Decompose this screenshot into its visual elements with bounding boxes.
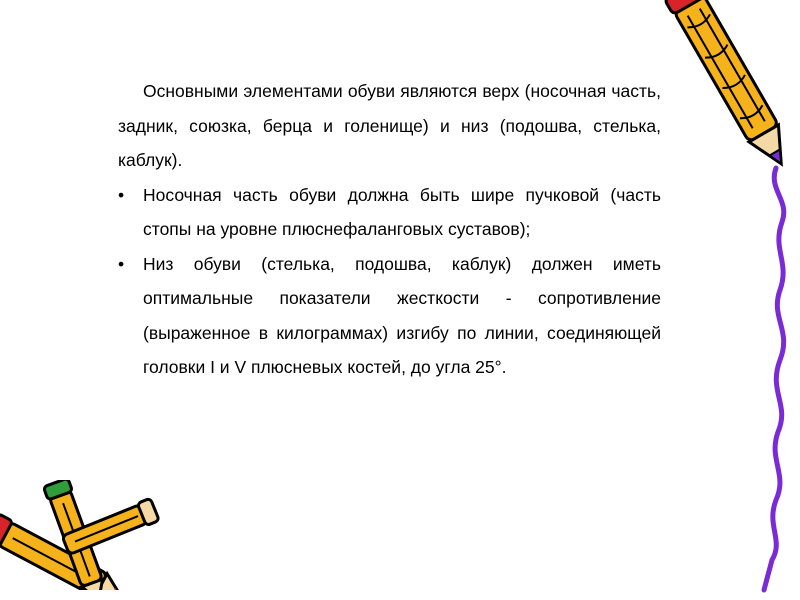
bullet-item bbox=[118, 178, 661, 247]
pencil-and-squiggle-decoration bbox=[640, 0, 800, 600]
bullet-marker: • bbox=[118, 184, 125, 205]
squiggle-line bbox=[764, 168, 784, 590]
bullet-text: Низ обуви (стелька, подошва, каблук) должен иметь оптимальные показатели жесткости - сопротивление (выраженное в килограммах) изгибу по линии, соединяющей головки I и V плюсневых костей, до угла 25°. bbox=[143, 253, 661, 377]
crossed-pencils-decoration bbox=[0, 480, 170, 590]
pencil-icon bbox=[664, 0, 797, 173]
bullet-item bbox=[118, 247, 661, 385]
intro-paragraph: Основными элементами обуви являются верх (носочная часть, задник, союзка, берца и голенище) и низ (подошва, стелька, каблук). bbox=[118, 81, 661, 170]
bullet-text: Носочная часть обуви должна быть шире пучковой (часть стопы на уровне плюснефаланговых суставов); bbox=[143, 184, 661, 239]
slide-text bbox=[118, 74, 661, 385]
bullet-marker: • bbox=[118, 253, 125, 274]
